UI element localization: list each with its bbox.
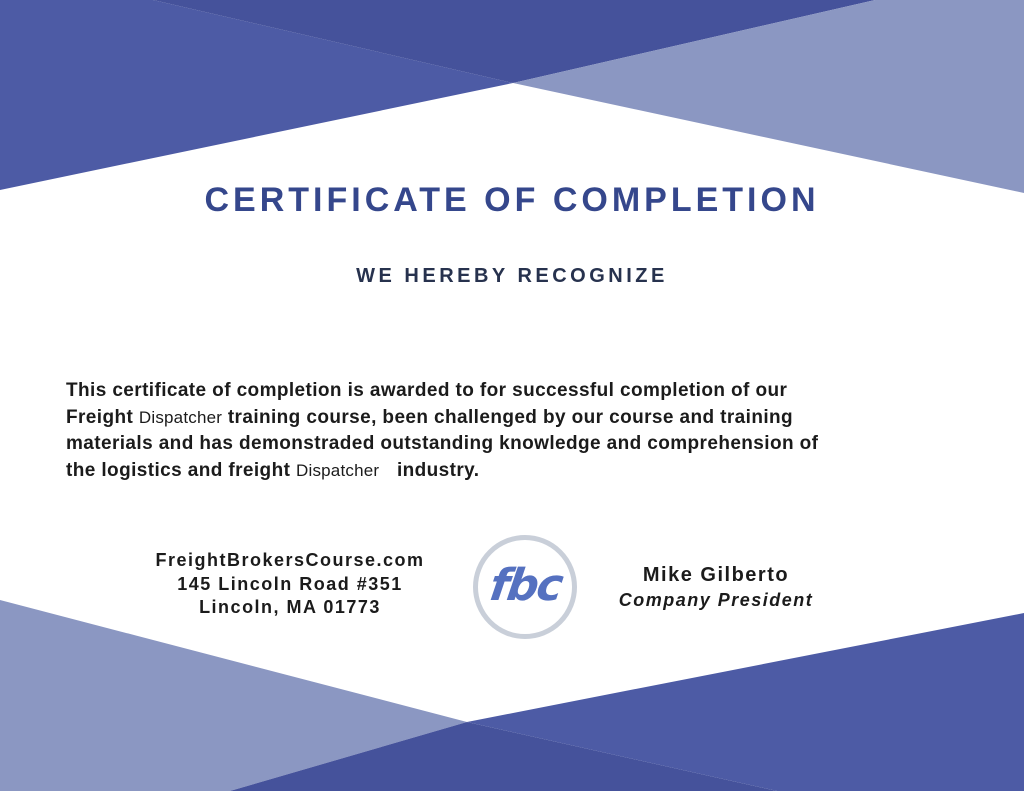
- company-address-block: [60, 549, 520, 620]
- body-line-4-pre: the logistics and freight: [66, 459, 291, 481]
- certificate-title: CERTIFICATE OF COMPLETION: [204, 181, 820, 219]
- certificate-subtitle: WE HEREBY RECOGNIZE: [356, 265, 668, 287]
- address-street: 145 Lincoln Road #351: [177, 573, 403, 594]
- fbc-logo-text: fbc: [486, 559, 565, 611]
- body-line-1: This certificate of completion is awarded to for successful completion of our: [66, 380, 788, 401]
- dispatcher-word-1: Dispatcher: [138, 407, 223, 427]
- signer-name: Mike Gilberto: [642, 564, 790, 586]
- address-city: Lincoln, MA 01773: [199, 597, 381, 617]
- fbc-logo: [473, 535, 577, 639]
- company-website: FreightBrokersCourse.com: [155, 550, 425, 570]
- signer-title: Company President: [618, 590, 814, 610]
- body-line-2: [66, 405, 1006, 432]
- dispatcher-word-2: Dispatcher: [296, 460, 380, 480]
- body-line-3: materials and has demonstraded outstanding knowledge and comprehension of: [66, 433, 819, 454]
- body-line-4: [66, 458, 1006, 485]
- body-line-2-post: training course, been challenged by our course and training: [227, 406, 794, 428]
- signer-block: [566, 564, 866, 611]
- certificate-body-text: [66, 378, 1006, 484]
- body-line-4-post: industry.: [396, 459, 480, 481]
- body-line-2-pre: Freight: [66, 406, 134, 428]
